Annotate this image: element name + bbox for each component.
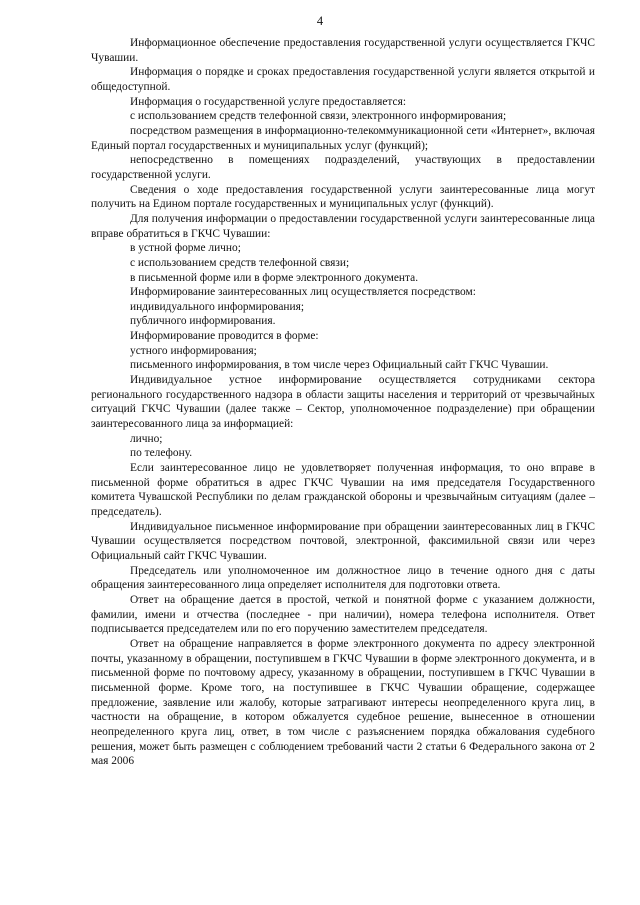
paragraph: Индивидуальное письменное информирование при обращении заинтересованных лиц в ГКЧС Чувашии осуществляется посредством почтовой, электронной, факсимильной связи или через Официальный сайт ГКЧС Чувашии. <box>91 520 595 562</box>
page-number: 4 <box>316 14 324 28</box>
paragraph: устного информирования; <box>130 344 257 357</box>
paragraph: Если заинтересованное лицо не удовлетворяет полученная информация, то оно вправе в письменной форме обратиться в адрес ГКЧС Чувашии на имя председателя Государственного комитета Чувашской Республики по делам гражданской обороны и чрезвычайным ситуациям (далее – председатель). <box>91 462 595 518</box>
paragraph: публичного информирования. <box>130 315 276 328</box>
paragraph: письменного информирования, в том числе через Официальный сайт ГКЧС Чувашии. <box>130 359 549 372</box>
paragraph: Сведения о ходе предоставления государственной услуги заинтересованные лица могут получить на Едином портале государственных и муниципальных услуг (функций). <box>91 183 595 211</box>
paragraph: лично; <box>130 432 163 445</box>
paragraph: в письменной форме или в форме электронного документа. <box>130 271 419 284</box>
paragraph: с использованием средств телефонной связи; <box>130 256 350 269</box>
paragraph: непосредственно в помещениях подразделений, участвующих в предоставлении государственной услуги. <box>91 154 595 181</box>
paragraph: по телефону. <box>130 447 193 460</box>
paragraph: Информирование заинтересованных лиц осуществляется посредством: <box>130 286 476 299</box>
paragraph: Индивидуальное устное информирование осуществляется сотрудниками сектора регионального государственного надзора в области защиты населения и территорий от чрезвычайных ситуаций ГКЧС Чувашии (далее также – Сектор, уполномоченное подразделение) при обращении заинтересованного лица за информацией: <box>91 374 595 431</box>
paragraph: посредством размещения в информационно-телекоммуникационной сети «Интернет», включая Единый портал государственных и муниципальных услуг (функций); <box>91 124 595 152</box>
paragraph: Для получения информации о предоставлении государственной услуги заинтересованные лица вправе обратиться в ГКЧС Чувашии: <box>91 212 595 240</box>
paragraph: в устной форме лично; <box>130 242 241 255</box>
paragraph: Информация о порядке и сроках предоставления государственной услуги является открытой и общедоступной. <box>91 66 595 93</box>
paragraph: Информационное обеспечение предоставления государственной услуги осуществляется ГКЧС Чувашии. <box>91 37 595 64</box>
paragraph: индивидуального информирования; <box>130 300 305 313</box>
paragraph: Информирование проводится в форме: <box>130 330 319 343</box>
paragraph: Ответ на обращение направляется в форме электронного документа по адресу электронной почты, указанному в обращении, поступившем в ГКЧС Чувашии в форме электронного документа, и в письменной форме по почтовому адресу, указанному в обращении, поступившем в ГКЧС Чувашии в письменной форме. Кроме того, на поступившее в ГКЧС Чувашии обращение, содержащее предложение, заявление или жалобу, которые затрагивают интересы неопределенного круга лиц, в частности на обращение, в котором обжалуется судебное решение, вынесенное в отношении неопределенного круга лиц, ответ, в том числе с разъяснением порядка обжалования судебного решения, может быть размещен с соблюдением требований части 2 статьи 6 Федерального закона от 2 мая 2006 <box>91 637 595 768</box>
paragraph: Ответ на обращение дается в простой, четкой и понятной форме с указанием должности, фамилии, имени и отчества (последнее - при наличии), номера телефона исполнителя. Ответ подписывается председателем или по его поручению заместителем председателя. <box>91 593 595 636</box>
paragraph: Председатель или уполномоченное им должностное лицо в течение одного дня с даты обращения заинтересованного лица определяет исполнителя для подготовки ответа. <box>91 564 595 592</box>
paragraph: с использованием средств телефонной связи, электронного информирования; <box>130 110 507 123</box>
paragraph: Информация о государственной услуге предоставляется: <box>130 95 406 108</box>
body-text <box>91 36 595 769</box>
